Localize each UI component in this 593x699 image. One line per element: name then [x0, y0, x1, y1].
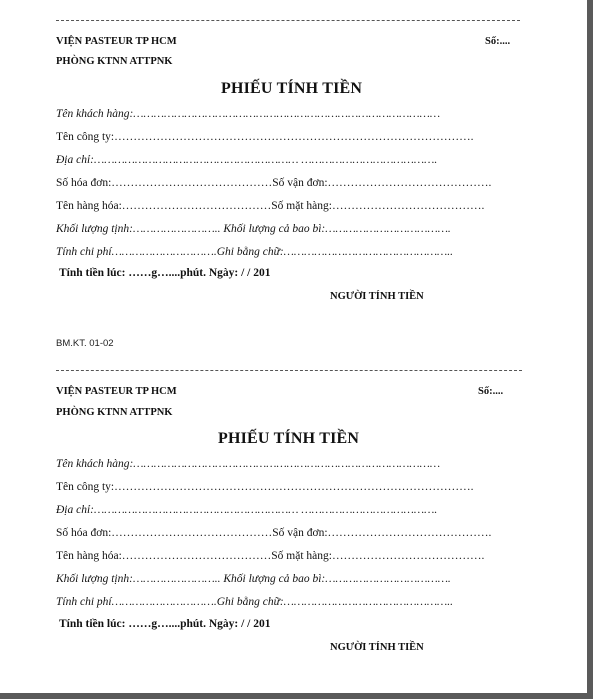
invoice-shipping-field: Số hóa đơn:……………………………………Số vận đơn:…………………………………….: [56, 527, 492, 539]
weight-field: Khối lượng tịnh:…………………….. Khối lượng cả bao bì:……………………………….: [56, 573, 451, 585]
top-dashed-separator: [56, 20, 520, 21]
form-code: BM.KT. 01-02: [56, 338, 114, 349]
department-name: PHÒNG KTNN ATTPNK: [56, 407, 173, 418]
signer-label: NGƯỜI TÍNH TIỀN: [330, 291, 424, 302]
customer-name-field: Tên khách hàng:………………………………………………………………………………: [56, 108, 441, 120]
signer-label: NGƯỜI TÍNH TIỀN: [330, 642, 424, 653]
invoice-shipping-field: Số hóa đơn:……………………………………Số vận đơn:…………………………………….: [56, 177, 492, 189]
org-name: VIỆN PASTEUR TP HCM: [56, 386, 177, 397]
calculation-time-field: Tính tiền lúc: ……g…....phút. Ngày: / / 201: [59, 267, 271, 279]
goods-items-field: Tên hàng hóa:…………………………………Số mặt hàng:………………………………….: [56, 200, 485, 212]
department-name: PHÒNG KTNN ATTPNK: [56, 56, 173, 67]
invoice-number-label: Số:....: [485, 36, 511, 47]
invoice-number-label: Số:....: [478, 386, 504, 397]
cost-in-words-field: Tính chi phí………………………….Ghi bằng chữ:…………………………………………..: [56, 596, 454, 608]
calculation-time-field: Tính tiền lúc: ……g…....phút. Ngày: / / 201: [59, 618, 271, 630]
address-field: Địa chỉ:…………………………………………………… ………………………………….: [56, 154, 438, 166]
form-title: PHIẾU TÍNH TIỀN: [221, 80, 363, 97]
middle-dashed-separator: [56, 370, 522, 371]
customer-name-field: Tên khách hàng:………………………………………………………………………………: [56, 458, 441, 470]
weight-field: Khối lượng tịnh:…………………….. Khối lượng cả bao bì:……………………………….: [56, 223, 451, 235]
goods-items-field: Tên hàng hóa:…………………………………Số mặt hàng:………………………………….: [56, 550, 485, 562]
address-field: Địa chỉ:…………………………………………………… ………………………………….: [56, 504, 438, 516]
company-name-field: Tên công ty:………………………………………………………………………………….: [56, 481, 474, 493]
cost-in-words-field: Tính chi phí………………………….Ghi bằng chữ:…………………………………………..: [56, 246, 454, 258]
form-title: PHIẾU TÍNH TIỀN: [218, 430, 360, 447]
org-name: VIỆN PASTEUR TP HCM: [56, 36, 177, 47]
company-name-field: Tên công ty:………………………………………………………………………………….: [56, 131, 474, 143]
